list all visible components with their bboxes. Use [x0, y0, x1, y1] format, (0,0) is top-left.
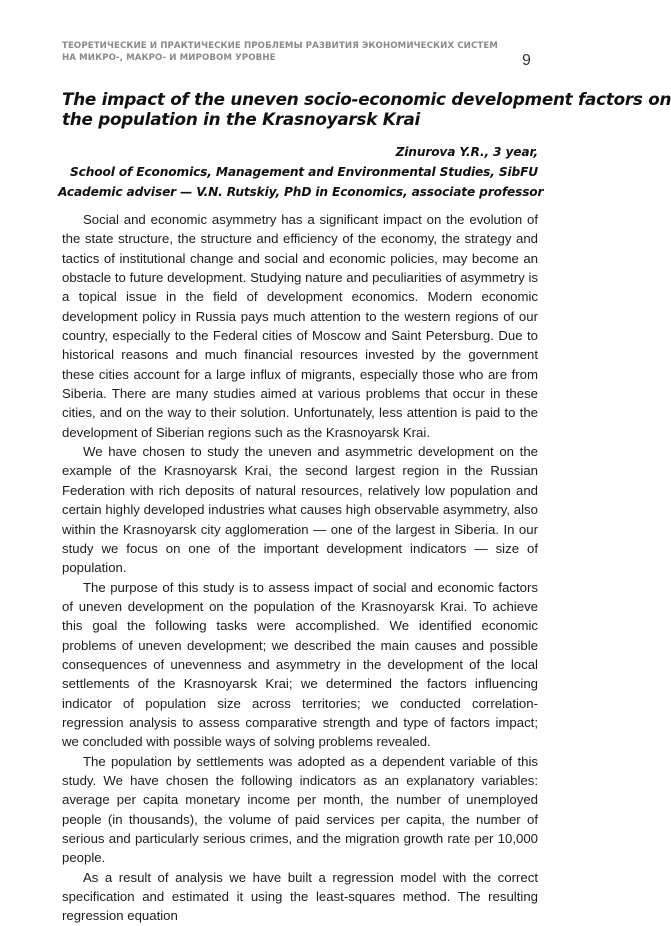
academic-adviser: Academic adviser — V.N. Rutskiy, PhD in Economics, associate professor — [58, 185, 544, 199]
article-body — [62, 210, 538, 926]
running-head-line-2: НА МИКРО-, МАКРО- И МИРОВОМ УРОВНЕ — [62, 53, 276, 63]
page-number: 9 — [522, 52, 531, 69]
article-title — [62, 89, 671, 129]
author-name: Zinurova Y.R., 3 year, — [395, 145, 538, 159]
author-affiliation: School of Economics, Management and Environmental Studies, SibFU — [70, 165, 538, 179]
article-title-line-1: The impact of the uneven socio-economic development factors on — [62, 89, 671, 109]
body-paragraph: The purpose of this study is to assess impact of social and economic factors of uneven development on the population of the Krasnoyarsk Krai. To achieve this goal the following tasks were accomplished. We identified economic problems of uneven development; we described the main causes and possible consequences of unevenness and asymmetry in the development of the local settlements of the Krasnoyarsk Krai; we determined the factors influencing indicator of population size across territories; we conducted correlation-regression analysis to assess comparative strength and type of factors impact; we concluded with possible ways of solving problems revealed. — [62, 579, 538, 750]
article-title-line-2: the population in the Krasnoyarsk Krai — [62, 109, 421, 129]
body-paragraph: We have chosen to study the uneven and asymmetric development on the example of the Krasnoyarsk Krai, the second largest region in the Russian Federation with rich deposits of natural resources, relatively low population and certain highly developed industries what causes high observable asymmetry, also within the Krasnoyarsk city agglomeration — one of the largest in Siberia. In our study we focus on one of the important development indicators — size of population. — [62, 444, 538, 576]
body-paragraph: As a result of analysis we have built a regression model with the correct specification and estimated it using the least-squares method. The resulting regression equation — [62, 869, 538, 924]
body-paragraph: The population by settlements was adopted as a dependent variable of this study. We have chosen the following indicators as an explanatory variables: average per capita monetary income per month, the number of unemployed people (in thousands), the volume of paid services per capita, the number of serious and particularly serious crimes, and the migration growth rate per 10,000 people. — [62, 753, 538, 866]
author-block — [58, 142, 544, 202]
running-head — [62, 40, 502, 64]
running-head-line-1: ТЕОРЕТИЧЕСКИЕ И ПРАКТИЧЕСКИЕ ПРОБЛЕМЫ РАЗВИТИЯ ЭКОНОМИЧЕСКИХ СИСТЕМ — [62, 41, 498, 51]
body-paragraph: Social and economic asymmetry has a significant impact on the evolution of the state structure, the structure and efficiency of the economy, the strategy and tactics of institutional change and social and economic policies, may become an obstacle to future development. Studying nature and peculiarities of asymmetry is a topical issue in the field of development economics. Modern economic development policy in Russia pays much attention to the western regions of our country, especially to the Federal cities of Moscow and Saint Petersburg. Due to historical reasons and much financial resources invested by the government these cities account for a large influx of migrants, especially those who are from Siberia. There are many studies aimed at various problems that occur in these cities, and on the way to their solution. Unfortunately, less attention is paid to the development of Siberian regions such as the Krasnoyarsk Krai. — [62, 212, 538, 440]
